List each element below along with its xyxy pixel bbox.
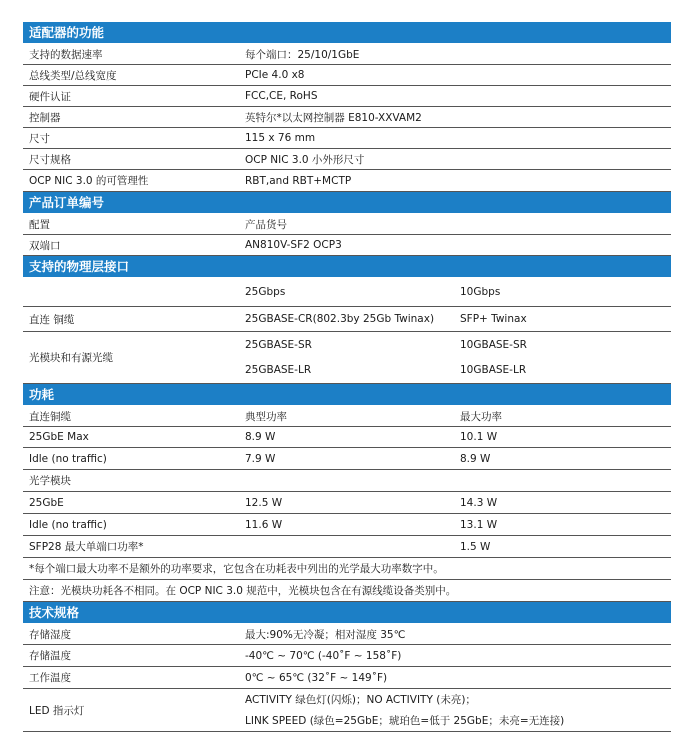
table-row bbox=[23, 470, 671, 492]
table-row bbox=[23, 558, 671, 580]
col-header-25g: 25Gbps bbox=[245, 286, 286, 298]
row-label: 25GbE Max bbox=[29, 431, 89, 443]
table-row bbox=[23, 667, 671, 689]
row-label: 工作温度 bbox=[29, 672, 71, 684]
row-value: 11.6 W bbox=[245, 518, 283, 531]
col-header-10g: 10Gbps bbox=[460, 286, 501, 298]
row-label: 存储温度 bbox=[29, 650, 71, 662]
table-row bbox=[23, 624, 671, 645]
section-header-order: 产品订单编号 bbox=[23, 192, 671, 214]
row-value: 最大:90%无冷凝；相对湿度 35℃ bbox=[245, 628, 406, 641]
col-header-typical: 典型功率 bbox=[245, 410, 287, 423]
table-row bbox=[23, 128, 671, 149]
section-header-adapter: 适配器的功能 bbox=[23, 22, 671, 44]
table-row bbox=[23, 44, 671, 65]
row-value: LINK SPEED (绿色=25GbE；琥珀色=低于 25GbE；未亮=无连接) bbox=[245, 715, 565, 727]
table-row bbox=[23, 689, 671, 732]
row-label: 尺寸规格 bbox=[29, 153, 71, 166]
row-value: OCP NIC 3.0 小外形尺寸 bbox=[245, 153, 365, 166]
table-row bbox=[23, 149, 671, 170]
row-value: 25GBASE-SR bbox=[245, 338, 312, 351]
section-header-tech: 技术规格 bbox=[23, 602, 671, 624]
table-row bbox=[23, 214, 671, 235]
table-row bbox=[23, 107, 671, 128]
row-value: 25GBASE-CR(802.3by 25Gb Twinax) bbox=[245, 313, 435, 325]
row-label: Idle (no traffic) bbox=[29, 452, 107, 465]
row-value: AN810V-SF2 OCP3 bbox=[245, 239, 342, 251]
row-label: 硬件认证 bbox=[29, 90, 71, 103]
row-label: 直连 铜缆 bbox=[29, 313, 75, 326]
row-value: 8.9 W bbox=[245, 431, 276, 443]
row-label: 支持的数据速率 bbox=[29, 48, 103, 61]
table-row bbox=[23, 307, 671, 332]
row-value: 7.9 W bbox=[245, 452, 276, 465]
footnote: *每个端口最大功率不是额外的功率要求，它包含在功耗表中列出的光学最大功率数字中。 bbox=[29, 563, 444, 575]
table-row bbox=[23, 427, 671, 448]
row-value: 10.1 W bbox=[460, 431, 498, 443]
table-row bbox=[23, 65, 671, 86]
table-row bbox=[23, 170, 671, 192]
row-value: -40℃ ~ 70℃ (-40˚F ~ 158˚F) bbox=[245, 649, 402, 662]
row-label: 光模块和有源光缆 bbox=[29, 352, 113, 364]
row-value: 14.3 W bbox=[460, 496, 498, 509]
row-value: 0℃ ~ 65℃ (32˚F ~ 149˚F) bbox=[245, 671, 388, 684]
row-value: FCC,CE, RoHS bbox=[245, 90, 318, 102]
row-value: 8.9 W bbox=[460, 452, 491, 465]
table-row bbox=[23, 645, 671, 667]
row-value: 英特尔*以太网控制器 E810-XXVAM2 bbox=[245, 111, 422, 124]
table-row bbox=[23, 406, 671, 427]
row-label: 配置 bbox=[29, 218, 50, 231]
table-row bbox=[23, 514, 671, 536]
row-label: 双端口 bbox=[29, 239, 61, 252]
table-row bbox=[23, 580, 671, 602]
table-row bbox=[23, 278, 671, 307]
table-row bbox=[23, 86, 671, 107]
row-label: 总线类型/总线宽度 bbox=[29, 69, 117, 82]
row-label: 尺寸 bbox=[29, 132, 50, 145]
row-value: 10GBASE-LR bbox=[460, 364, 527, 377]
row-value: ACTIVITY 绿色灯(闪烁)；NO ACTIVITY (未亮)； bbox=[245, 694, 476, 706]
row-label: 控制器 bbox=[29, 111, 61, 124]
spec-sheet bbox=[23, 22, 671, 732]
row-value: 1.5 W bbox=[460, 540, 491, 553]
subsection-label: 光学模块 bbox=[29, 475, 71, 487]
row-label: 存储湿度 bbox=[29, 628, 71, 641]
table-row bbox=[23, 492, 671, 514]
row-value: 115 x 76 mm bbox=[245, 132, 316, 144]
row-value: 13.1 W bbox=[460, 518, 498, 531]
row-value: 每个端口：25/10/1GbE bbox=[245, 48, 360, 61]
section-header-power: 功耗 bbox=[23, 384, 671, 406]
table-row bbox=[23, 332, 671, 384]
row-label: SFP28 最大单端口功率* bbox=[29, 541, 144, 553]
section-header-phy: 支持的物理层接口 bbox=[23, 256, 671, 278]
row-value: SFP+ Twinax bbox=[460, 313, 527, 325]
row-value: 12.5 W bbox=[245, 496, 283, 509]
row-label: LED 指示灯 bbox=[29, 704, 85, 717]
row-value: PCIe 4.0 x8 bbox=[245, 69, 305, 81]
row-label: 直连铜缆 bbox=[29, 410, 71, 423]
table-row bbox=[23, 235, 671, 256]
row-label: OCP NIC 3.0 的可管理性 bbox=[29, 175, 149, 187]
row-value: RBT,and RBT+MCTP bbox=[245, 174, 352, 187]
row-value: 10GBASE-SR bbox=[460, 338, 527, 351]
row-label: 25GbE bbox=[29, 496, 64, 509]
row-label: Idle (no traffic) bbox=[29, 518, 107, 531]
table-row bbox=[23, 448, 671, 470]
col-header-max: 最大功率 bbox=[460, 410, 502, 423]
row-value: 产品货号 bbox=[245, 218, 287, 231]
row-value: 25GBASE-LR bbox=[245, 364, 312, 377]
footnote: 注意：光模块功耗各不相同。在 OCP NIC 3.0 规范中，光模块包含在有源线缆设备类别中。 bbox=[29, 585, 457, 597]
table-row bbox=[23, 536, 671, 558]
